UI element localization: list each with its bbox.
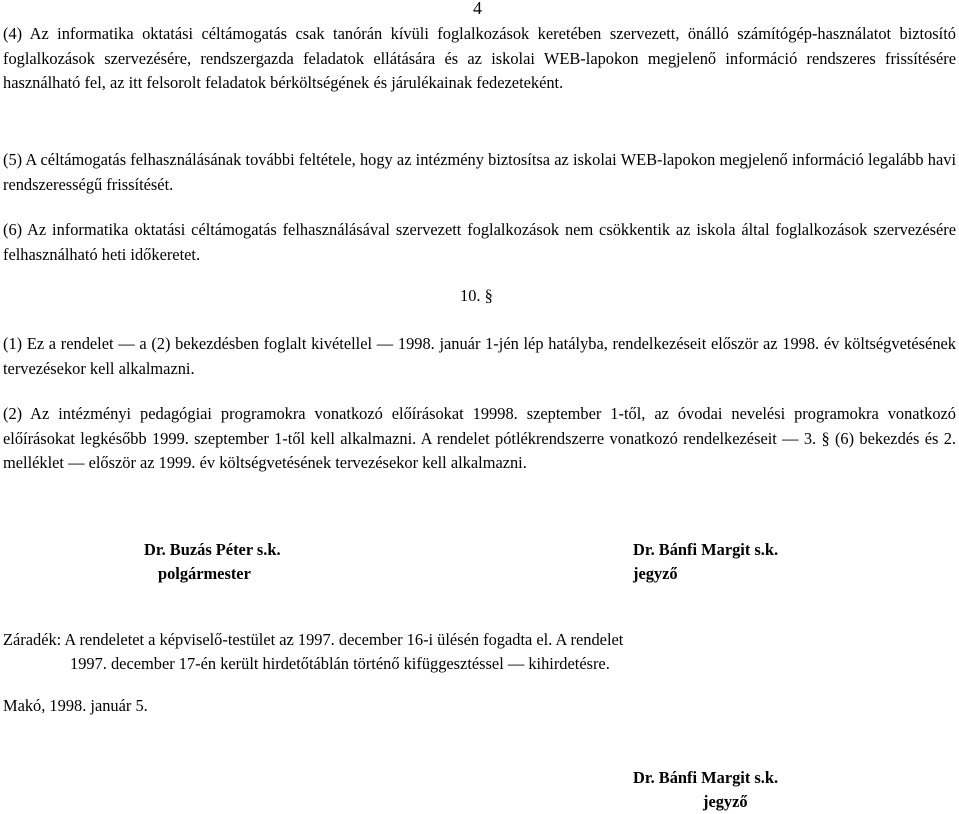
closing-line-2: 1997. december 17-én került hirdetőtáblán történő kifüggesztéssel ― kihirdetésre. bbox=[70, 654, 610, 673]
paragraph-6: (6) Az informatika oktatási céltámogatás felhasználásával szervezett foglalkozások nem csökkentik az iskola által foglalkozások szervezésére felhasználható heti időkeretet. bbox=[3, 220, 956, 264]
final-signature bbox=[633, 766, 778, 814]
signature-title: jegyző bbox=[703, 792, 748, 811]
signature-mayor bbox=[144, 538, 281, 586]
signature-notary bbox=[633, 538, 778, 586]
paragraph-4: (4) Az informatika oktatási céltámogatás csak tanórán kívüli foglalkozások keretében szervezett, önálló számítógép-használatot biztosító foglalkozások szervezésére, rendszergazda feladatok ellátására és az iskolai WEB-lapokon megjelenő információ rendszeres frissítésére használható fel, az itt felsorolt feladatok bérköltségének és járulékainak fedezeteként. bbox=[3, 24, 956, 92]
section-paragraph-2: (2) Az intézményi pedagógiai programokra vonatkozó előírásokat 19998. szeptember 1-től, az óvodai nevelési programokra vonatkozó előírásokat legkésőbb 1999. szeptember 1-től kell alkalmazni. A rendelet pótlékrendszerre vonatkozó rendelkezéseit ― 3. § (6) bekezdés és 2. melléklet ― először az 1999. év költségvetésének tervezésekor kell alkalmazni. bbox=[3, 404, 956, 472]
section-paragraph-1: (1) Ez a rendelet ― a (2) bekezdésben foglalt kivétellel ― 1998. január 1-jén lép hatályba, rendelkezéseit először az 1998. év költségvetésének tervezésekor kell alkalmazni. bbox=[3, 334, 956, 378]
signature-name: Dr. Bánfi Margit s.k. bbox=[633, 540, 779, 559]
closing-clause bbox=[3, 628, 623, 676]
signature-title: jegyző bbox=[633, 564, 678, 583]
signature-title: polgármester bbox=[158, 564, 251, 583]
closing-line-1: Záradék: A rendeletet a képviselő-testület az 1997. december 16-i ülésén fogadta el. A rendelet bbox=[3, 630, 624, 649]
signature-name: Dr. Buzás Péter s.k. bbox=[144, 540, 281, 559]
paragraph-5: (5) A céltámogatás felhasználásának további feltétele, hogy az intézmény biztosítsa az iskolai WEB-lapokon megjelenő információ legalább havi rendszerességű frissítését. bbox=[3, 150, 956, 194]
section-heading: 10. § bbox=[460, 286, 493, 305]
page-number: 4 bbox=[473, 0, 482, 18]
signature-name: Dr. Bánfi Margit s.k. bbox=[633, 768, 779, 787]
place-date: Makó, 1998. január 5. bbox=[3, 696, 148, 715]
